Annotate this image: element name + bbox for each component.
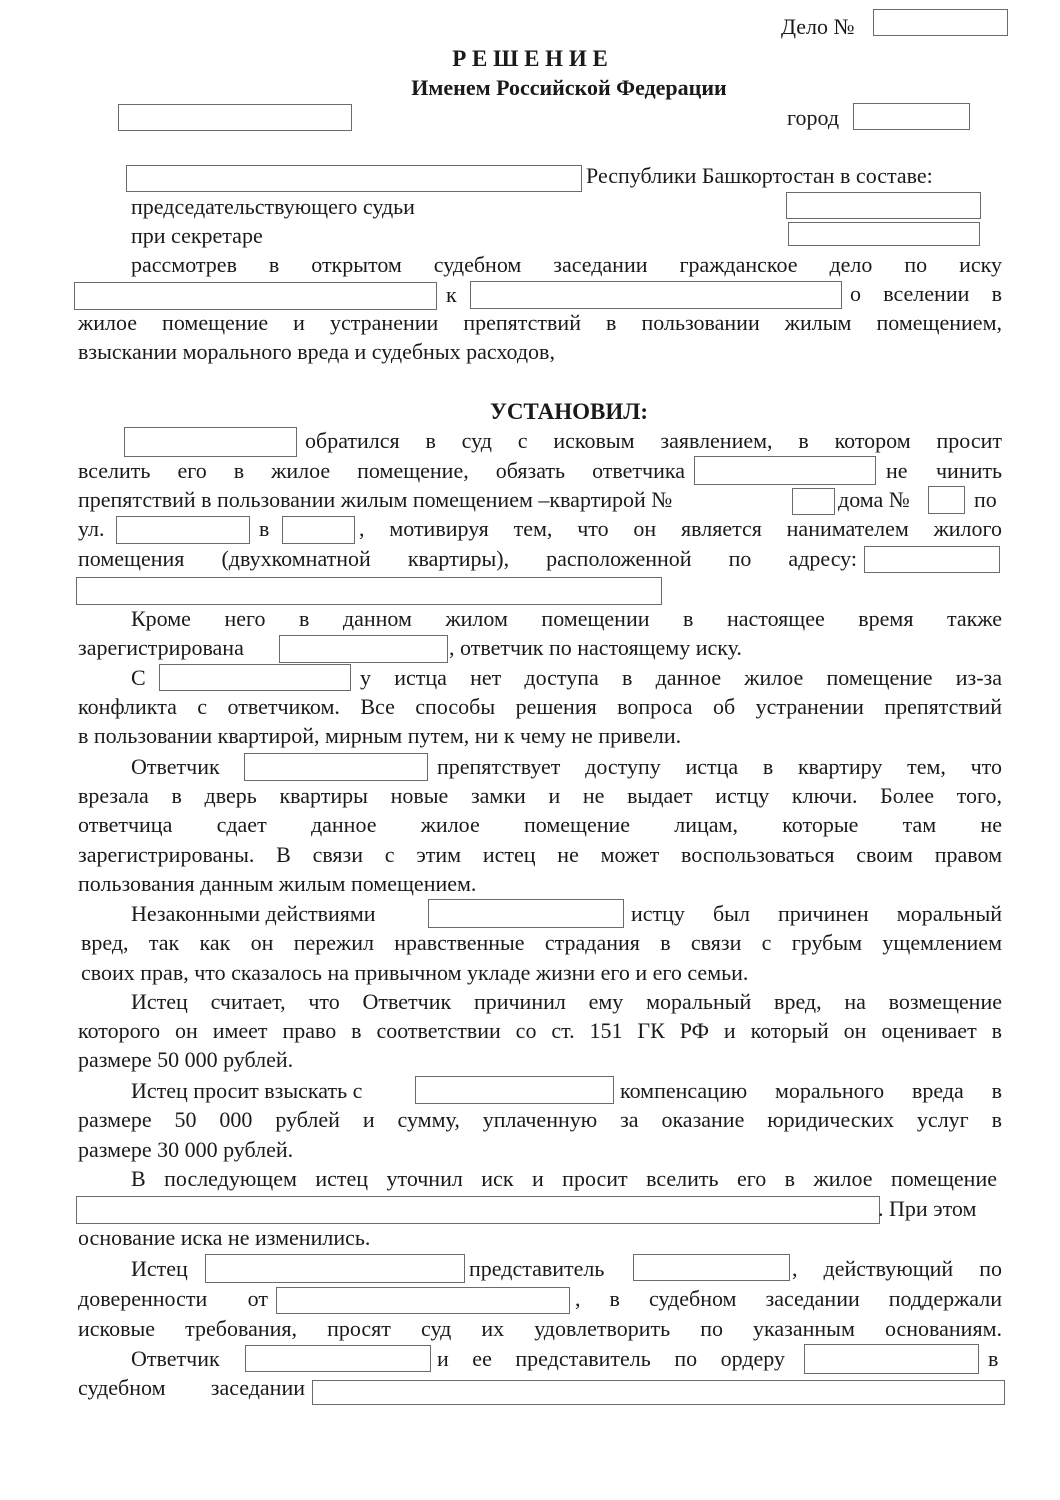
- defendant-field[interactable]: [470, 281, 842, 309]
- p2-line-1: Кроме него в данном жилом помещении в настоящее время также: [131, 606, 1002, 631]
- defendant-name-field-2[interactable]: [244, 753, 428, 781]
- p4-line-2: врезала в дверь квартиры новые замки и не выдает истцу ключи. Более того,: [78, 783, 1002, 808]
- clarified-address-field[interactable]: [76, 1196, 880, 1224]
- p4-line-3: ответчица сдает данное жилое помещение лицам, которые там не: [78, 812, 1002, 837]
- since-date-field[interactable]: [159, 664, 351, 691]
- p4-line-5: пользования данным жилым помещением.: [78, 871, 477, 896]
- p1-line-2: вселить его в жилое помещение, обязать ответчика: [78, 458, 685, 483]
- power-of-attorney-date-field[interactable]: [276, 1287, 570, 1314]
- hearing-details-field[interactable]: [312, 1380, 1005, 1405]
- registered-person-field[interactable]: [279, 635, 448, 663]
- p2-line-2b: , ответчик по настоящему иску.: [449, 635, 742, 660]
- city-field[interactable]: [853, 103, 970, 130]
- p9-line-2a: доверенности от: [78, 1286, 268, 1311]
- p4-line-1a: Ответчик: [131, 754, 220, 779]
- p5-line-2: вред, так как он пережил нравственные страдания в связи с грубым ущемлением: [81, 930, 1002, 955]
- p10-line-1c: в: [988, 1346, 999, 1371]
- p1-line-2-tail: не чинить: [886, 458, 1002, 483]
- p8-line-2: . При этом: [878, 1196, 977, 1221]
- p9-line-2b: , в судебном заседании поддержали: [575, 1286, 1002, 1311]
- document-subtitle: Именем Российской Федерации: [411, 75, 727, 100]
- judge-label: председательствующего судьи: [131, 194, 415, 219]
- defendant-name-field-3[interactable]: [428, 899, 624, 928]
- p6-line-1: Истец считает, что Ответчик причинил ему моральный вред, на возмещение: [131, 989, 1002, 1014]
- p10-line-1b: и ее представитель по ордеру: [437, 1346, 785, 1371]
- intro-line-3: жилое помещение и устранении препятствий в пользовании жилым помещением,: [78, 310, 1002, 335]
- court-composition-text: Республики Башкортостан в составе:: [586, 163, 933, 188]
- p4-line-4: зарегистрированы. В связи с этим истец не может воспользоваться своим правом: [78, 842, 1002, 867]
- p9-line-3: исковые требования, просят суд их удовлетворить по указанным основаниям.: [78, 1316, 1002, 1341]
- p2-line-2a: зарегистрирована: [78, 635, 244, 660]
- secretary-label: при секретаре: [131, 223, 263, 248]
- order-representative-field[interactable]: [804, 1344, 979, 1374]
- document-title: Р Е Ш Е Н И Е: [452, 46, 608, 71]
- address-field-2[interactable]: [76, 577, 662, 605]
- house-number-field[interactable]: [928, 486, 965, 514]
- intro-line-4: взыскании морального вреда и судебных расходов,: [78, 339, 555, 364]
- p3-line-1a: С: [131, 665, 146, 690]
- date-field[interactable]: [118, 104, 352, 131]
- p1-line-3a: препятствий в пользовании жилым помещением –квартирой №: [78, 487, 673, 512]
- p3-line-2: конфликта с ответчиком. Все способы решения вопроса об устранении препятствий: [78, 694, 1002, 719]
- court-name-field[interactable]: [126, 165, 582, 192]
- p1-line-3b: дома №: [838, 487, 910, 512]
- city-label: город: [787, 105, 840, 130]
- p1-line-1: обратился в суд с исковым заявлением, в котором просит: [305, 428, 1002, 453]
- p3-line-1b: у истца нет доступа в данное жилое помещение из-за: [360, 665, 1002, 690]
- plaintiff-field[interactable]: [74, 282, 437, 310]
- p10-line-2a: судебном заседании: [78, 1375, 305, 1400]
- p3-line-3: в пользовании квартирой, мирным путем, ни к чему не привели.: [78, 723, 682, 748]
- p10-line-1a: Ответчик: [131, 1346, 220, 1371]
- p1-line-5: помещения (двухкомнатной квартиры), расположенной по адресу:: [78, 546, 857, 571]
- plaintiff-name-field-2[interactable]: [205, 1254, 465, 1283]
- apartment-number-field[interactable]: [792, 488, 835, 515]
- locality-field[interactable]: [282, 516, 355, 544]
- defendant-name-field-4[interactable]: [245, 1345, 431, 1372]
- p6-line-2: которого он имеет право в соответствии со ст. 151 ГК РФ и который он оценивает в: [78, 1018, 1002, 1043]
- case-number-field[interactable]: [873, 9, 1008, 36]
- street-field[interactable]: [116, 516, 250, 544]
- p9-line-1b: представитель: [469, 1256, 605, 1281]
- intro-line-2-tail: о вселении в: [850, 281, 1002, 306]
- p4-line-1b: препятствует доступу истца в квартиру тем, что: [437, 754, 1002, 779]
- p7-line-1b: компенсацию морального вреда в: [620, 1078, 1002, 1103]
- p1-line-4b: в: [259, 516, 270, 541]
- case-number-label: Дело №: [781, 14, 855, 39]
- secretary-field[interactable]: [788, 222, 980, 246]
- address-field-1[interactable]: [864, 546, 1000, 573]
- section-title: УСТАНОВИЛ:: [489, 399, 649, 424]
- p5-line-3: своих прав, что сказалось на привычном укладе жизни его и его семьи.: [81, 960, 749, 985]
- p6-line-3: размере 50 000 рублей.: [78, 1047, 294, 1072]
- p1-line-4c: , мотивируя тем, что он является нанимателем жилого: [359, 516, 1002, 541]
- p8-line-3: основание иска не изменились.: [78, 1225, 371, 1250]
- against-label: к: [446, 282, 457, 307]
- p8-line-1: В последующем истец уточнил иск и просит вселить его в жилое помещение: [131, 1166, 997, 1191]
- judge-field[interactable]: [786, 192, 981, 219]
- p1-line-3c: по: [974, 487, 997, 512]
- plaintiff-name-field[interactable]: [124, 427, 297, 457]
- p9-line-1c: , действующий по: [792, 1256, 1002, 1281]
- p7-line-1a: Истец просит взыскать с: [131, 1078, 363, 1103]
- defendant-name-field[interactable]: [694, 456, 876, 485]
- representative-field[interactable]: [633, 1254, 790, 1281]
- p5-line-1a: Незаконными действиями: [131, 901, 376, 926]
- p9-line-1a: Истец: [131, 1256, 188, 1281]
- p5-line-1b: истцу был причинен моральный: [631, 901, 1002, 926]
- intro-line-1: рассмотрев в открытом судебном заседании гражданское дело по иску: [131, 252, 1002, 277]
- p7-line-3: размере 30 000 рублей.: [78, 1137, 294, 1162]
- p7-line-2: размере 50 000 рублей и сумму, уплаченную за оказание юридических услуг в: [78, 1107, 1002, 1132]
- recover-from-field[interactable]: [415, 1076, 614, 1104]
- p1-line-4a: ул.: [78, 516, 105, 541]
